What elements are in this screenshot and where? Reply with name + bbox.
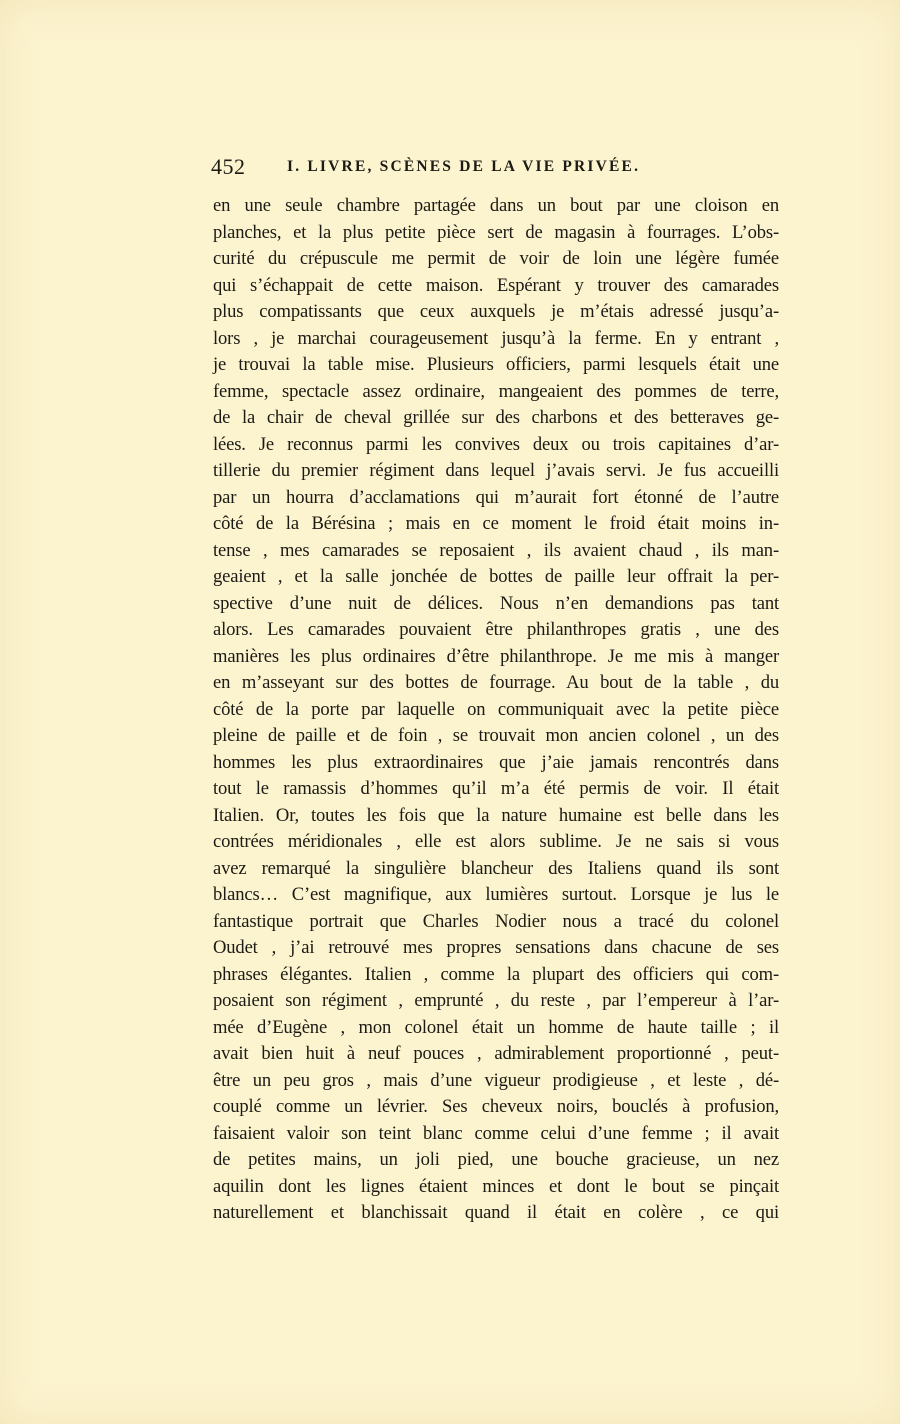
text-line: contrées méridionales , elle est alors sublime. Je ne sais si vous: [213, 831, 779, 852]
text-line: tillerie du premier régiment dans lequel j’avais servi. Je fus accueilli: [213, 460, 779, 481]
text-line: spective d’une nuit de délices. Nous n’en demandions pas tant: [213, 592, 779, 614]
text-line: phrases élégantes. Italien , comme la plupart des officiers qui com-: [213, 963, 779, 985]
text-line: Italien. Or, toutes les fois que la nature humaine est belle dans les: [213, 804, 779, 826]
running-title: I. LIVRE, SCÈNES DE LA VIE PRIVÉE.: [287, 158, 641, 175]
text-line: côté de la Bérésina ; mais en ce moment le froid était moins in-: [213, 513, 779, 534]
text-line: mée d’Eugène , mon colonel était un homme de haute taille ; il: [213, 1016, 779, 1038]
text-line: femme, spectacle assez ordinaire, mangeaient des pommes de terre,: [213, 380, 779, 402]
text-line: tout le ramassis d’hommes qu’il m’a été permis de voir. Il était: [213, 778, 779, 799]
text-line: par un hourra d’acclamations qui m’aurait fort étonné de l’autre: [213, 486, 779, 508]
text-line: planches, et la plus petite pièce sert de magasin à fourrages. L’obs-: [213, 221, 779, 243]
text-line: alors. Les camarades pouvaient être philanthropes gratis , une des: [213, 619, 779, 640]
text-line: je trouvai la table mise. Plusieurs officiers, parmi lesquels était une: [213, 354, 779, 375]
text-line: Oudet , j’ai retrouvé mes propres sensations dans chacune de ses: [213, 937, 779, 958]
page-number: 452: [211, 154, 246, 179]
text-line: pleine de paille et de foin , se trouvait mon ancien colonel , un des: [213, 725, 779, 746]
text-line: hommes les plus extraordinaires que j’aie jamais rencontrés dans: [213, 751, 779, 773]
text-line: lées. Je reconnus parmi les convives deux ou trois capitaines d’ar-: [213, 433, 779, 455]
text-line: en une seule chambre partagée dans un bout par une cloison en: [213, 195, 779, 216]
text-line: manières les plus ordinaires d’être philanthrope. Je me mis à manger: [213, 645, 779, 667]
text-line: curité du crépuscule me permit de voir de loin une légère fumée: [213, 248, 779, 269]
text-line: fantastique portrait que Charles Nodier nous a tracé du colonel: [213, 910, 779, 932]
text-line: être un peu gros , mais d’une vigueur prodigieuse , et leste , dé-: [213, 1069, 779, 1091]
text-line: lors , je marchai courageusement jusqu’à la ferme. En y entrant ,: [213, 327, 779, 349]
text-line: naturellement et blanchissait quand il était en colère , ce qui: [213, 1202, 779, 1223]
text-line: qui s’échappait de cette maison. Espérant y trouver des camarades: [213, 274, 779, 296]
text-line: faisaient valoir son teint blanc comme celui d’une femme ; il avait: [213, 1122, 779, 1144]
text-line: en m’asseyant sur des bottes de fourrage. Au bout de la table , du: [213, 672, 779, 693]
text-line: aquilin dont les lignes étaient minces et dont le bout se pinçait: [213, 1175, 779, 1197]
text-line: côté de la porte par laquelle on communiquait avec la petite pièce: [213, 698, 779, 720]
text-line: posaient son régiment , emprunté , du reste , par l’empereur à l’ar-: [213, 990, 779, 1011]
running-header: [211, 154, 779, 182]
body-text: [213, 193, 779, 1227]
text-line: avez remarqué la singulière blancheur des Italiens quand ils sont: [213, 857, 779, 879]
text-line: de la chair de cheval grillée sur des charbons et des betteraves ge-: [213, 407, 779, 428]
text-line: plus compatissants que ceux auxquels je m’étais adressé jusqu’a-: [213, 301, 779, 322]
text-line: blancs… C’est magnifique, aux lumières surtout. Lorsque je lus le: [213, 884, 779, 905]
text-line: avait bien huit à neuf pouces , admirablement proportionné , peut-: [213, 1043, 779, 1064]
text-line: geaient , et la salle jonchée de bottes de paille leur offrait la per-: [213, 566, 779, 587]
text-line: de petites mains, un joli pied, une bouche gracieuse, un nez: [213, 1149, 779, 1170]
text-line: couplé comme un lévrier. Ses cheveux noirs, bouclés à profusion,: [213, 1096, 779, 1117]
text-line: tense , mes camarades se reposaient , ils avaient chaud , ils man-: [213, 539, 779, 561]
